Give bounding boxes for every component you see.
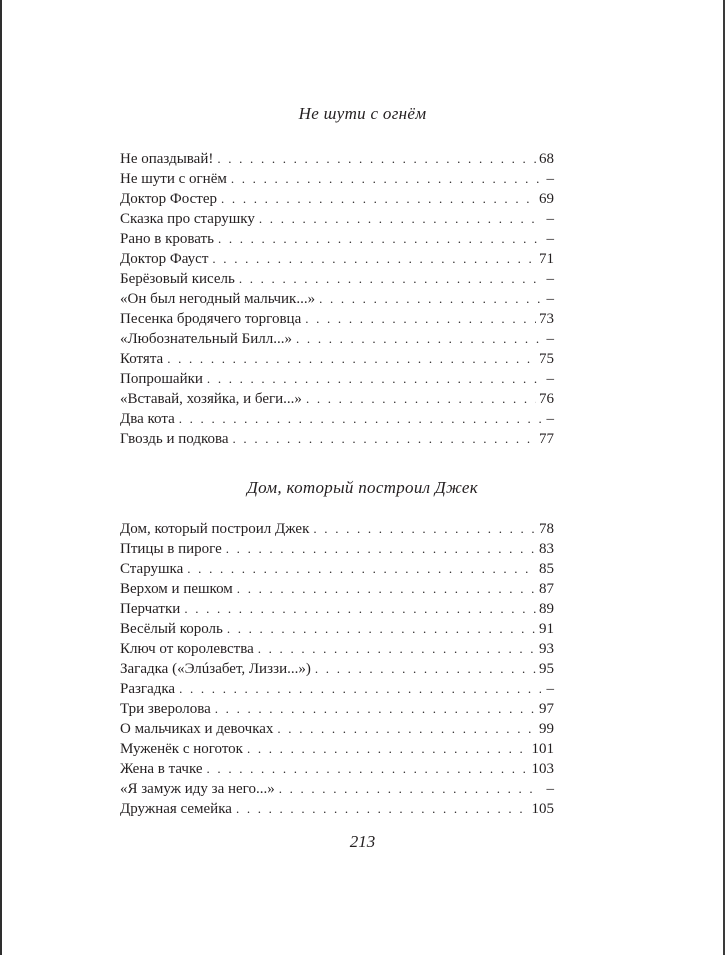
toc-entry-title: Верхом и пешком (120, 581, 233, 597)
toc-entry-title: Дом, который построил Джек (120, 521, 310, 537)
dot-leader (236, 799, 529, 819)
toc-entry[interactable] (120, 249, 554, 269)
toc-entry[interactable] (120, 429, 554, 449)
dot-leader (218, 229, 541, 249)
dot-leader (233, 429, 536, 449)
toc-entry-page: 99 (539, 721, 554, 737)
toc-entry[interactable] (120, 369, 554, 389)
dot-leader (279, 779, 541, 799)
toc-entry-page: 101 (531, 741, 554, 757)
toc-entry-title: Дружная семейка (120, 801, 232, 817)
toc-entry-page: 91 (539, 621, 554, 637)
dot-leader (187, 559, 536, 579)
toc-entry[interactable] (120, 229, 554, 249)
dot-leader (212, 249, 536, 269)
toc-entry-page: 69 (539, 191, 554, 207)
toc-entry-page: – (546, 231, 554, 247)
dot-leader (221, 189, 536, 209)
page-number: 213 (349, 832, 376, 851)
toc-entry-title: «Он был негодный мальчик...» (120, 291, 316, 307)
toc-entry-title: Птицы в пироге (120, 541, 222, 557)
toc-entry[interactable] (120, 539, 554, 559)
toc-entry-title: Доктор Фостер (120, 191, 218, 207)
dot-leader (207, 759, 529, 779)
dot-leader (313, 519, 536, 539)
toc-entry[interactable] (120, 639, 554, 659)
toc-entry-page: – (546, 271, 554, 287)
toc-entry-page: 97 (539, 701, 554, 717)
dot-leader (167, 349, 536, 369)
toc-entry-page: 78 (539, 521, 554, 537)
toc-entry[interactable] (120, 389, 554, 409)
dot-leader (237, 579, 536, 599)
toc-entry-page: 85 (539, 561, 554, 577)
toc-entry-page: – (546, 171, 554, 187)
toc-entry[interactable] (120, 349, 554, 369)
toc-entry[interactable] (120, 189, 554, 209)
dot-leader (217, 149, 536, 169)
toc-entry-title: Перчатки (120, 601, 181, 617)
toc-entry-page: – (546, 291, 554, 307)
toc-entry[interactable] (120, 329, 554, 349)
section-title-1: Не шути с огнём (298, 104, 427, 123)
dot-leader (277, 719, 536, 739)
dot-leader (258, 639, 536, 659)
toc-entry-page: 93 (539, 641, 554, 657)
toc-entry[interactable] (120, 559, 554, 579)
toc-entry-title: Песенка бродячего торговца (120, 311, 302, 327)
dot-leader (306, 389, 536, 409)
toc-entry-title: «Я замуж иду за него...» (120, 781, 275, 797)
toc-entry[interactable] (120, 309, 554, 329)
toc-entry[interactable] (120, 679, 554, 699)
dot-leader (239, 269, 541, 289)
dot-leader (179, 409, 541, 429)
toc-entry-title: Сказка про старушку (120, 211, 255, 227)
dot-leader (259, 209, 541, 229)
dot-leader (227, 619, 536, 639)
toc-entry-page: 76 (539, 391, 554, 407)
toc-entry[interactable] (120, 289, 554, 309)
toc-list-2 (120, 519, 554, 819)
toc-entry-page: 75 (539, 351, 554, 367)
toc-entry[interactable] (120, 209, 554, 229)
toc-entry[interactable] (120, 409, 554, 429)
dot-leader (226, 539, 536, 559)
toc-entry-title: «Любознательный Билл...» (120, 331, 293, 347)
toc-entry-page: – (546, 781, 554, 797)
toc-entry[interactable] (120, 659, 554, 679)
toc-entry-title: Разгадка (120, 681, 176, 697)
toc-entry-title: Жена в тачке (120, 761, 203, 777)
toc-entry-page: 89 (539, 601, 554, 617)
toc-entry[interactable] (120, 799, 554, 819)
toc-entry-title: Доктор Фауст (120, 251, 209, 267)
toc-entry-page: 73 (539, 311, 554, 327)
dot-leader (179, 679, 541, 699)
toc-entry-page: 68 (539, 151, 554, 167)
toc-entry-page: 83 (539, 541, 554, 557)
toc-entry-title: Гвоздь и подкова (120, 431, 229, 447)
toc-entry-title: Попрошайки (120, 371, 203, 387)
toc-entry-title: Берёзовый кисель (120, 271, 235, 287)
toc-entry-title: Рано в кровать (120, 231, 214, 247)
toc-entry-title: Два кота (120, 411, 175, 427)
toc-entry-page: 71 (539, 251, 554, 267)
toc-entry-page: – (546, 681, 554, 697)
dot-leader (319, 289, 541, 309)
toc-list-1 (120, 149, 554, 449)
dot-leader (215, 699, 536, 719)
dot-leader (305, 309, 536, 329)
toc-entry-page: 105 (531, 801, 554, 817)
toc-entry-title: О мальчиках и девочках (120, 721, 274, 737)
toc-entry-title: «Вставай, хозяйка, и беги...» (120, 391, 302, 407)
toc-entry-page: – (546, 211, 554, 227)
toc-entry[interactable] (120, 269, 554, 289)
dot-leader (207, 369, 541, 389)
toc-entry-title: Котята (120, 351, 164, 367)
toc-entry-title: Не шути с огнём (120, 171, 227, 187)
toc-entry-page: 77 (539, 431, 554, 447)
dot-leader (296, 329, 541, 349)
toc-entry-page: – (546, 371, 554, 387)
toc-entry-page: – (546, 331, 554, 347)
dot-leader (184, 599, 536, 619)
toc-entry-page: 103 (531, 761, 554, 777)
toc-entry[interactable] (120, 759, 554, 779)
toc-entry[interactable] (120, 519, 554, 539)
toc-entry-title: Ключ от королевства (120, 641, 254, 657)
dot-leader (247, 739, 529, 759)
toc-entry[interactable] (120, 739, 554, 759)
toc-entry[interactable] (120, 149, 554, 169)
dot-leader (231, 169, 541, 189)
toc-entry-title: Три зверолова (120, 701, 211, 717)
toc-entry[interactable] (120, 779, 554, 799)
toc-entry-title: Старушка (120, 561, 184, 577)
toc-entry[interactable] (120, 579, 554, 599)
section-title-2: Дом, который построил Джек (246, 478, 479, 497)
dot-leader (315, 659, 536, 679)
toc-entry-page: 87 (539, 581, 554, 597)
toc-entry[interactable] (120, 619, 554, 639)
toc-entry-page: 95 (539, 661, 554, 677)
toc-entry-title: Не опаздывай! (120, 151, 214, 167)
toc-entry-title: Весёлый король (120, 621, 223, 637)
toc-entry-title: Муженёк с ноготок (120, 741, 243, 757)
toc-entry-title: Загадка («Элúзабет, Лиззи...») (120, 661, 311, 677)
toc-entry-page: – (546, 411, 554, 427)
toc-entry[interactable] (120, 169, 554, 189)
toc-entry[interactable] (120, 599, 554, 619)
toc-entry[interactable] (120, 719, 554, 739)
toc-entry[interactable] (120, 699, 554, 719)
